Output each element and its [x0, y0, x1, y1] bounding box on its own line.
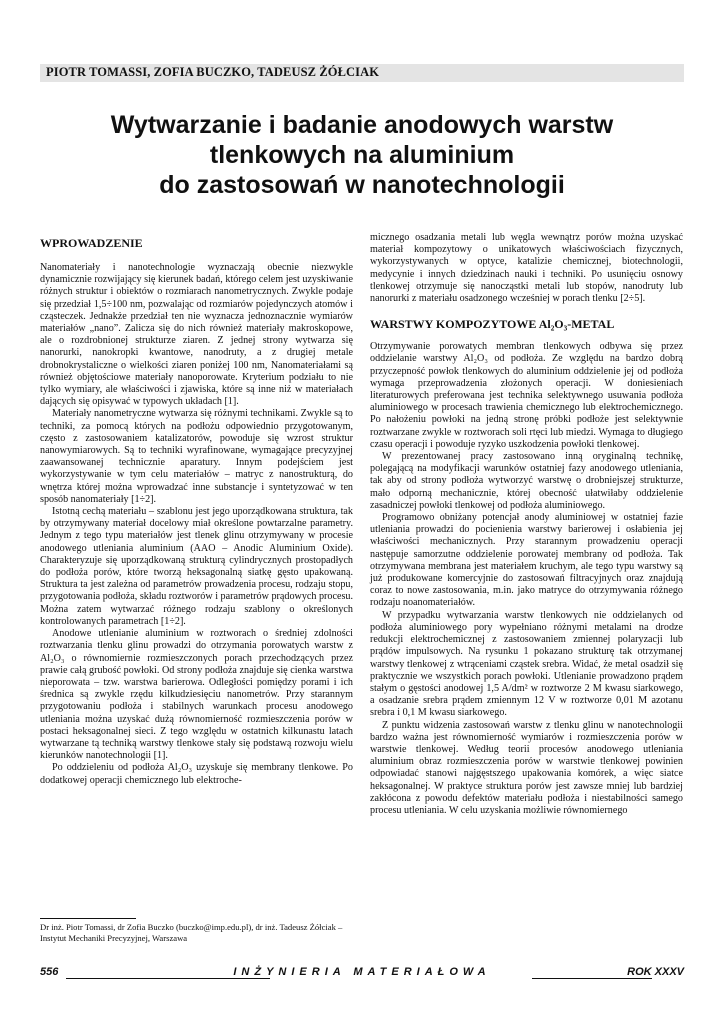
article-title: [40, 110, 684, 200]
footer-rule-left: [66, 978, 270, 979]
title-line-3: do zastosowań w nanotechnologii: [159, 171, 565, 199]
footnote-rule: [40, 918, 136, 919]
volume-label: ROK XXXV: [627, 966, 684, 978]
paragraph: Anodowe utlenianie aluminium w roztworach o średniej zdolności roztwarzania tlenku glinu prowadzi do otrzymania porowatych warstw z Al₂O₃ o równomiernie rozmieszczonych porach przechodzących przez prawie całą grubość powłoki. Od strony podłoża znajduje się cienka warstwa nieporowata – tzw. warstwa barierowa. Odległości pomiędzy porami i ich średnica są zwykle rzędu kilkudziesięciu nanometrów. Przy starannym przygotowaniu podłoża i stabilnych warunkach procesu anodowego utleniania można uzyskać dużą równomierność rozmieszczenia porów w postaci heksagonalnej sieci. Z tego względu w ostatnich kilkunastu latach wytwarzane tą techniką warstwy tlenkowe stały się podstawą rozwoju wielu kierunków nanotechnologii [1].: [40, 628, 353, 762]
footer-rule-right: [532, 978, 652, 979]
paragraph: Programowo obniżany potencjał anody aluminiowej w ostatniej fazie utleniania prowadzi do pocienienia warstwy barierowej i osłabienia jej właściwości mechanicznych. Przy starannym prowadzeniu operacji następuje samorzutne oddzielenie porowatej membrany od podłoża. Tak otrzymywana membrana jest materiałem kruchym, ale tego typu warstwy są już produkowane komercyjnie do zastosowań filtracyjnych oraz znajdują coraz to nowe zastosowania, m.in. jako matryce do otrzymywania różnego rodzaju noanomateriałów.: [370, 512, 683, 609]
author-footnote: Dr inż. Piotr Tomassi, dr Zofia Buczko (buczko@imp.edu.pl), dr inż. Tadeusz Żółciak – Instytut Mechaniki Precyzyjnej, Warszawa: [40, 922, 343, 943]
paragraph: Materiały nanometryczne wytwarza się różnymi technikami. Zwykle są to techniki, za pomocą których na podłożu odpowiednio przygotowanym, często z zastosowaniem katalizatorów, powoduje się wzrost struktur nanowymiarowych. Są to techniki wyrafinowane, wymagające precyzyjnej zaawansowanej technicznie aparatury. Innym podejściem jest wykorzystywanie w tym celu materiałów – matryc z nanostrukturą, do wnętrza której można wprowadzać inne substancje i syntetyzować w ten sposób nanomateriały [1÷2].: [40, 408, 353, 505]
page-footer: [40, 966, 684, 982]
paragraph: Z punktu widzenia zastosowań warstw z tlenku glinu w nanotechnologii bardzo ważna jest równomierność wymiarów i rozmieszczenia porów w warstwie tlenkowej. Według teorii procesów anodowego utleniania aluminium obraz rozmieszczenia porów w warstwie tlenkowej powinien odpowiadać stanowi najgęstszego upakowania komórek, a więc siatce heksagonalnej. W praktyce struktura porów jest zawsze mniej lub bardziej zakłócona z powodu defektów materiału podłoża i niestabilności samego procesu utleniania. W celu uzyskania możliwie równomiernego: [370, 719, 683, 816]
title-line-1: Wytwarzanie i badanie anodowych warstw: [110, 111, 614, 139]
paragraph: W przypadku wytwarzania warstw tlenkowych nie oddzielanych od podłoża aluminiowego pory wypełniano różnymi metalami na drodze redukcji elektrochemicznej z zastosowaniem zmiennej polaryzacji lub prądów impulsowych. Na rysunku 1 pokazano strukturę tak otrzymanej warstwy tlenkowej z wtrąceniami cząstek srebra. Widać, że metal osadził się praktycznie we wszystkich porach powłoki. Utlenianie prowadzono prądem stałym o gęstości anodowej 1,5 A/dm² w roztworze 2 M kwasu siarkowego, a osadzanie srebra prądem zmiennym 12 V w roztworze 0,01 M azotanu srebra i 0,1 M kwasu siarkowego.: [370, 609, 683, 719]
authors: PIOTR TOMASSI, ZOFIA BUCZKO, TADEUSZ ŻÓŁCIAK: [46, 65, 380, 79]
page-number: 556: [40, 966, 59, 978]
paragraph: Nanomateriały i nanotechnologie wyznaczają obecnie niezwykle dynamicznie rozwijający się kierunek badań, którego celem jest uzyskiwanie różnych struktur i obiektów o rozmiarach nanometrycznych. Zwykle podaje się przedział 1,5÷100 nm, pozwalając od rozmiarów pojedynczych atomów i cząsteczek. Jednakże przedział ten nie wyznacza jednoznacznie wymiarów materiałów „nano”. Zalicza się do nich również materiały makroskopowe, ale o rozdrobnionej strukturze ziaren. Z jednej strony wytwarza się nanorurki, nanokropki kwantowe, nanodruty, a z drugiej metale drobnokrystaliczne o wielkości ziaren poniżej 100 nm, Nanomateriałami są również objętościowe materiały nanoporowate. Kryterium podziału to nie tylko wymiary, ale właściwości i zjawiska, które są inne niż w materiałach dających się opisywać w typowych układach [1].: [40, 262, 353, 408]
paragraph: W prezentowanej pracy zastosowano inną oryginalną technikę, polegającą na modyfikacji warunków ostatniej fazy anodowego utleniania, tak aby od strony podłoża wytworzyć warstwę o drobniejszej strukturze, mało odporną mechanicznie, której obecność ułatwiłaby oddzielenie zasadniczej powłoki tlenkowej od podłoża aluminiowego.: [370, 451, 683, 511]
paragraph: Istotną cechą materiału – szablonu jest jego uporządkowana struktura, tak by otrzymywany materiał docelowy miał określone powtarzalne parametry. Jednym z tego typu materiałów jest tlenek glinu otrzymywany w procesie anodowego utleniania aluminium (AAO – Anodic Aluminium Oxide). Charakteryzuje się uporządkowaną strukturą cylindrycznych prostopadłych do podłoża porów, które tworzą heksagonalną siatkę gęsto upakowaną. Struktura ta jest zależna od parametrów prowadzenia procesu, rodzaju stopu, przygotowania podłoża, składu roztworów i parametrów prądowych procesu. Można zatem wytwarzać różnego rodzaju szablony o określonych kontrolowanych parametrach [1÷2].: [40, 506, 353, 627]
left-column: [40, 232, 353, 787]
title-line-2: tlenkowych na aluminium: [209, 141, 515, 169]
paragraph: Otrzymywanie porowatych membran tlenkowych odbywa się przez oddzielanie warstwy Al₂O₃ od podłoża. Ze względu na bardzo dobrą przyczepność powłok tlenkowych do aluminium oddzielenie jej od podłoża wymaga przeprowadzenia złożonych operacji. W doniesieniach literaturowych preferowana jest technika selektywnego usuwania podłoża aluminiowego w procesach trawienia chemicznego lub elektrochemicznego. Po nałożeniu powłoki na jedną stronę próbki podłoże jest selektywnie roztwarzane zwykle w roztworach soli rtęci lub miedzi. Wymaga to długiego czasu operacji i powoduje ryzyko uszkodzenia powłoki tlenkowej.: [370, 341, 683, 450]
right-column: [370, 232, 683, 817]
paragraph: micznego osadzania metali lub węgla wewnątrz porów można uzyskać materiał kompozytowy o unikatowych właściwościach fizycznych, wykorzystywanych w optyce, katalizie chemicznej, biotechnologii, medycynie i innych dziedzinach nauki i techniki. Po usunięciu osnowy tlenkowej otrzymuje się nanocząstki metali lub stopów, nanodruty lub nanorurki z materiału osadzonego wcześniej w porach tlenku [2÷5].: [370, 232, 683, 305]
section-heading-introduction: WPROWADZENIE: [40, 236, 143, 250]
journal-name: INŻYNIERIA MATERIAŁOWA: [233, 966, 491, 978]
paragraph: Po oddzieleniu od podłoża Al₂O₃ uzyskuje się membrany tlenkowe. Po dodatkowej operacji chemicznego lub elektroche-: [40, 762, 353, 786]
section-heading-composite-layers: WARSTWY KOMPOZYTOWE Al₂O₃-METAL: [370, 317, 615, 332]
